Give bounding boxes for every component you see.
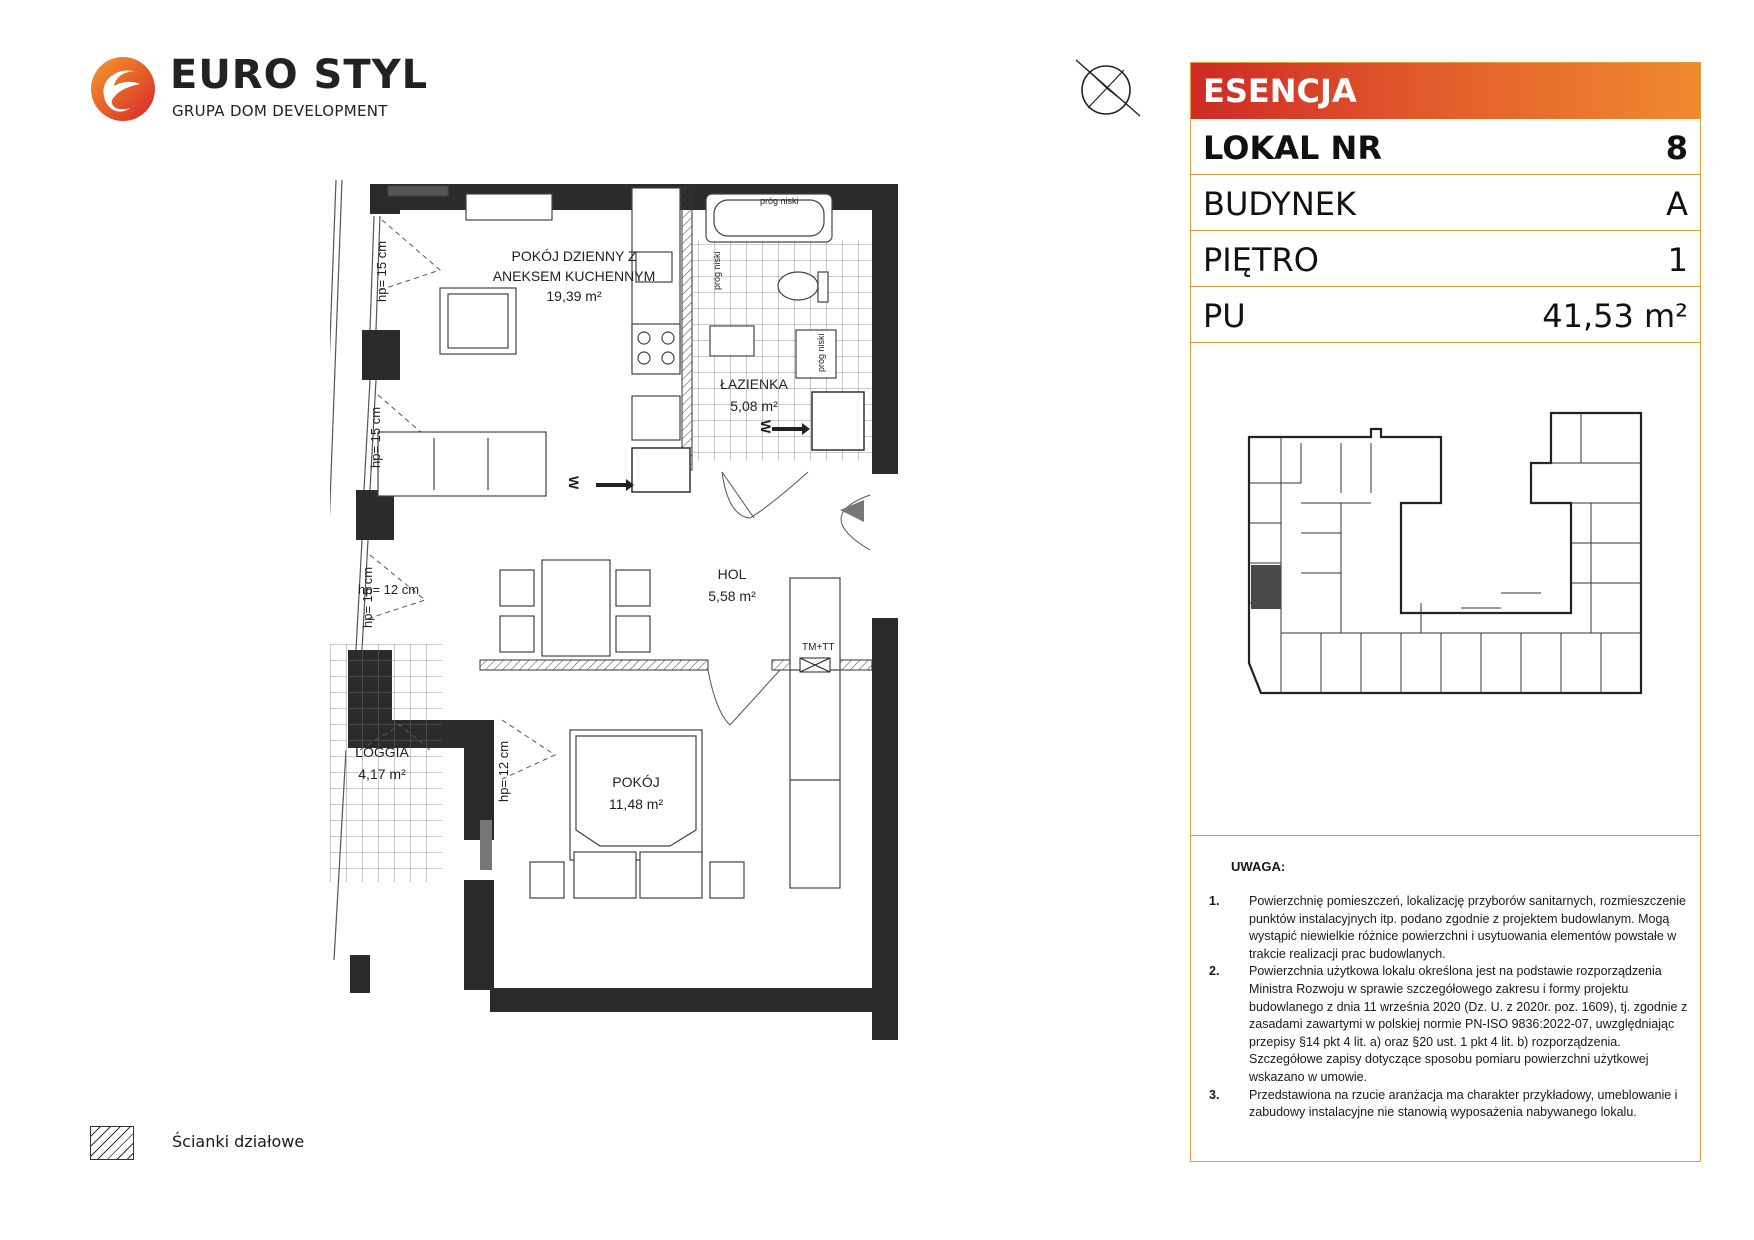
- threshold-label: próg niski: [712, 251, 722, 290]
- project-header: [1191, 63, 1700, 119]
- note-number: 3.: [1209, 1087, 1220, 1102]
- loggia-name: LOGGIA: [355, 744, 409, 760]
- sill-height-label: hp= 12 cm: [358, 582, 420, 597]
- wardrobe: [790, 578, 840, 888]
- unit-number-row: [1191, 119, 1700, 175]
- radiator: [480, 820, 492, 870]
- project-name: ESENCJA: [1203, 72, 1357, 110]
- notes-title: UWAGA:: [1231, 859, 1286, 874]
- threshold-label: próg niski: [816, 333, 826, 372]
- area-value: 41,53 m²: [1542, 297, 1688, 335]
- sill-height-label: hp= 15 cm: [360, 566, 375, 628]
- brand-subtitle: GRUPA DOM DEVELOPMENT: [172, 102, 388, 120]
- bedroom-furniture: [530, 730, 744, 898]
- note-number: 2.: [1209, 964, 1220, 979]
- living-room-name-2: ANEKSEM KUCHENNYM: [492, 268, 656, 284]
- note-text: Powierzchnię pomieszczeń, lokalizację przyborów sanitarnych, rozmieszczenie punktów instalacyjnych itp. podano zgodnie z projektem budowlanym. Mogą wystąpić niewielkie różnice powierzchni i usytuowania elementów powstałe w trakcie realizacji prac budowlanych.: [1249, 894, 1686, 961]
- living-room-area: 19,39 m²: [546, 288, 602, 304]
- vent-label: W: [758, 420, 774, 434]
- note-text: Przedstawiona na rzucie aranżacja ma charakter przykładowy, umeblowanie i zabudowy instalacyjne nie stanowią wyposażenia nabywanego lokalu.: [1249, 1087, 1678, 1120]
- area-row: [1191, 287, 1700, 343]
- notes-separator: [1191, 835, 1700, 836]
- note-text: Powierzchnia użytkowa lokalu określona jest na podstawie rozporządzenia Ministra Rozwoju w sprawie szczegółowego zakresu i formy projektu budowlanego z dnia 11 września 2020 (Dz. U. z 2020r. poz. 1609), tj. zgodnie z zasadami zawartymi w polskiej normie PN-ISO 9836:2022-07, uwzględniając przepisy §14 pkt 4 lit. a) oraz §20 ust. 1 pkt 4 lit. b) rozporządzenia. Szczegółowe zapisy dotyczące sposobu pomiaru powierzchni użytkowej wskazano w umowie.: [1249, 964, 1688, 1084]
- unit-number-value: 8: [1665, 129, 1688, 167]
- vent-label: W: [566, 476, 582, 490]
- sill-height-label: hp= 15 cm: [368, 406, 383, 468]
- bathroom-name: ŁAZIENKA: [720, 376, 788, 392]
- building-label: BUDYNEK: [1203, 185, 1356, 223]
- bedroom-area: 11,48 m²: [608, 796, 664, 812]
- bathroom-area: 5,08 m²: [730, 398, 778, 414]
- floor-value: 1: [1667, 241, 1688, 279]
- notes-list: [1209, 893, 1689, 1122]
- brand-name: EURO STYL: [170, 52, 429, 98]
- floor-label: PIĘTRO: [1203, 241, 1319, 279]
- kitchen: [632, 188, 680, 440]
- note-item: [1209, 963, 1689, 1086]
- note-item: [1209, 893, 1689, 963]
- north-arrow-icon: [1068, 56, 1148, 124]
- bedroom-name: POKÓJ: [612, 774, 660, 790]
- loggia-area: 4,17 m²: [358, 766, 406, 782]
- floor-row: [1191, 231, 1700, 287]
- floor-plan: [330, 180, 980, 1040]
- hall-area: 5,58 m²: [708, 588, 756, 604]
- building-row: [1191, 175, 1700, 231]
- loggia-tiles: [330, 644, 442, 882]
- building-key-plan: [1241, 403, 1651, 723]
- selected-unit-highlight: [1251, 565, 1281, 609]
- hall-name: HOL: [717, 566, 747, 582]
- area-label: PU: [1203, 297, 1246, 335]
- sill-height-label: hp= 12 cm: [496, 740, 511, 802]
- unit-info-panel: [1190, 62, 1701, 1162]
- legend-label: Ścianki działowe: [172, 1132, 305, 1151]
- note-item: [1209, 1087, 1689, 1122]
- eurostyl-logo-icon: [90, 56, 156, 122]
- unit-number-label: LOKAL NR: [1203, 129, 1382, 167]
- partition-hatch-swatch: [90, 1126, 134, 1160]
- meter-label: TM+TT: [802, 642, 835, 653]
- living-room-name-1: POKÓJ DZIENNY Z: [511, 248, 637, 264]
- floor-plan-drawing: [330, 180, 980, 1040]
- building-value: A: [1666, 185, 1688, 223]
- note-number: 1.: [1209, 894, 1220, 908]
- sill-height-label: hp= 15 cm: [374, 240, 389, 302]
- threshold-label: próg niski: [760, 196, 799, 206]
